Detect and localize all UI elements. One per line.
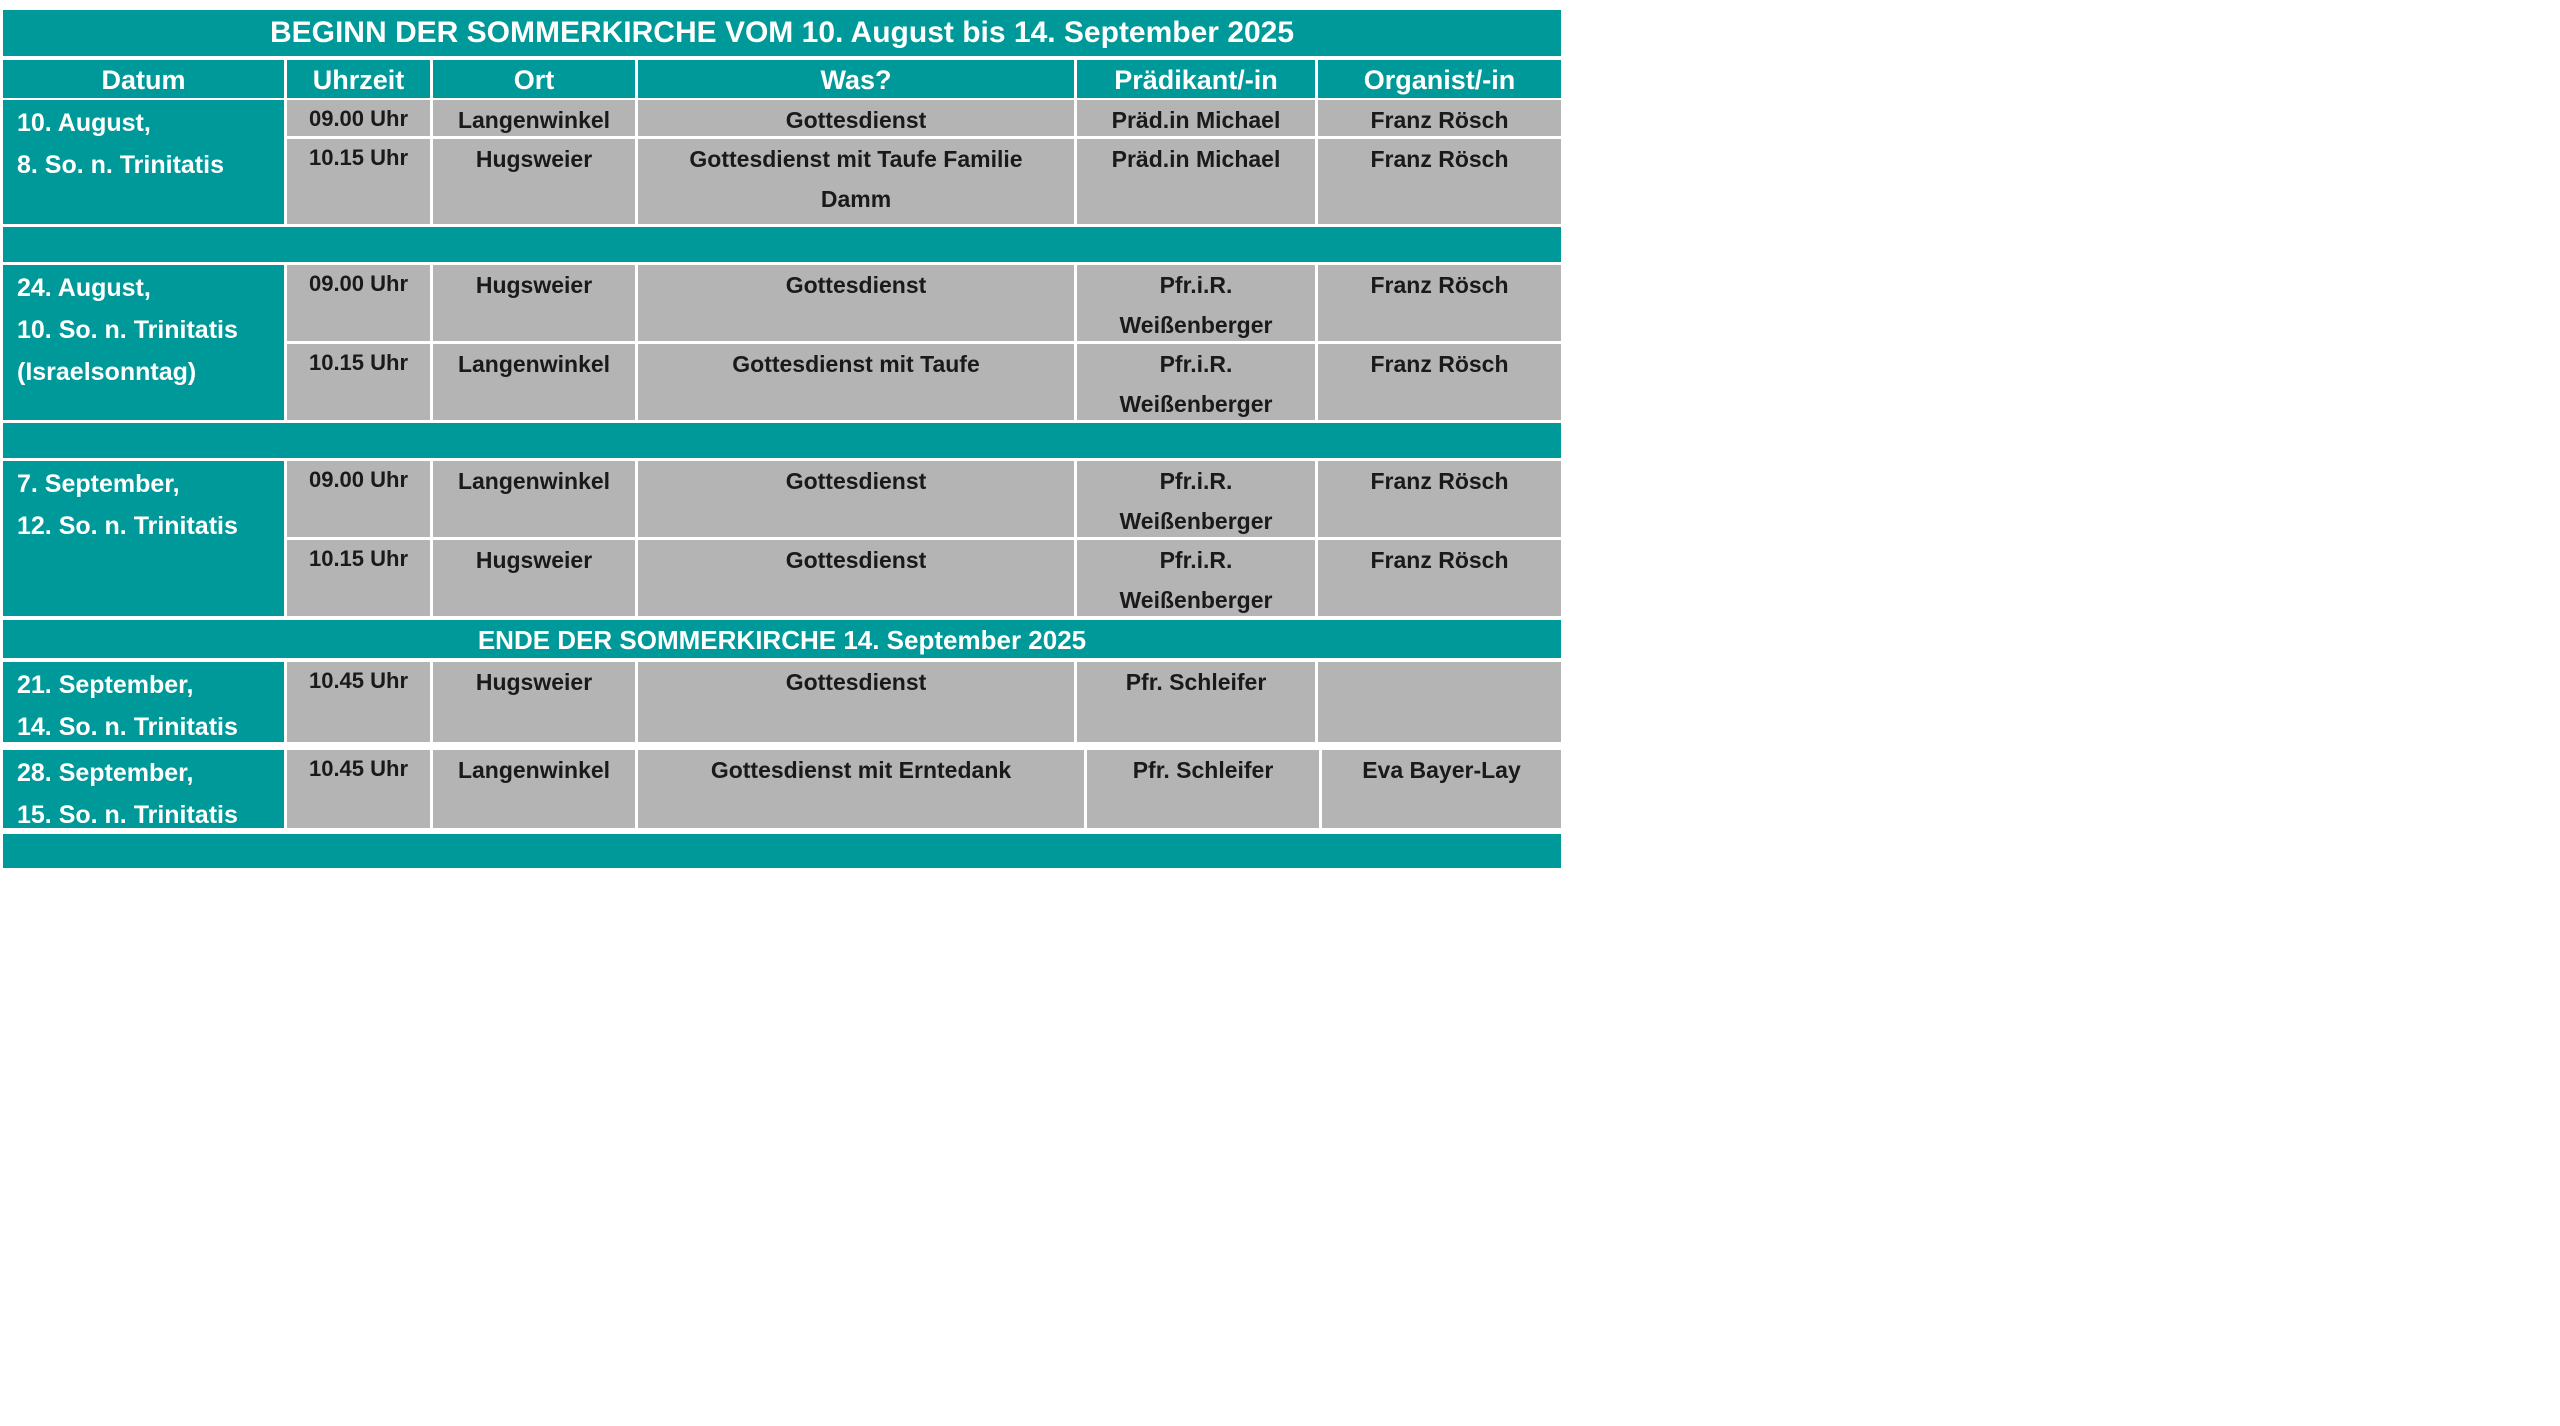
service-cell: Gottesdienst	[638, 265, 1074, 341]
time-cell: 10.45 Uhr	[287, 662, 430, 742]
service-cell: Gottesdienst	[638, 540, 1074, 616]
header-datum: Datum	[3, 60, 284, 98]
preacher-cell: Pfr.i.R. Weißenberger	[1077, 265, 1315, 341]
header-praedikant: Prädikant/-in	[1077, 60, 1315, 98]
place-cell: Langenwinkel	[433, 344, 635, 420]
header-ort: Ort	[433, 60, 635, 98]
time-cell: 09.00 Uhr	[287, 265, 430, 341]
note-label: (Israelsonntag)	[17, 358, 197, 386]
service-cell: Gottesdienst mit Taufe Familie Damm	[638, 139, 1074, 224]
schedule-title: BEGINN DER SOMMERKIRCHE VOM 10. August bis 14. September 2025	[3, 10, 1561, 56]
time-cell: 10.45 Uhr	[287, 750, 430, 828]
date-label: 28. September,	[17, 759, 194, 787]
sunday-label: 8. So. n. Trinitatis	[17, 151, 224, 179]
end-title: ENDE DER SOMMERKIRCHE 14. September 2025	[3, 620, 1561, 658]
date-label: 10. August,	[17, 109, 151, 137]
header-uhrzeit: Uhrzeit	[287, 60, 430, 98]
organist-cell: Franz Rösch	[1318, 540, 1561, 616]
place-cell: Langenwinkel	[433, 750, 635, 828]
separator-band	[3, 227, 1561, 262]
date-cell	[3, 100, 284, 224]
service-cell: Gottesdienst	[638, 662, 1074, 742]
preacher-cell: Pfr.i.R. Weißenberger	[1077, 344, 1315, 420]
preacher-cell: Präd.in Michael	[1077, 139, 1315, 224]
service-cell: Gottesdienst	[638, 100, 1074, 136]
place-cell: Langenwinkel	[433, 461, 635, 537]
preacher-cell: Pfr.i.R. Weißenberger	[1077, 540, 1315, 616]
organist-cell: Franz Rösch	[1318, 344, 1561, 420]
organist-cell: Franz Rösch	[1318, 100, 1561, 136]
preacher-cell: Pfr. Schleifer	[1087, 750, 1319, 828]
sunday-label: 14. So. n. Trinitatis	[17, 713, 238, 741]
header-organist: Organist/-in	[1318, 60, 1561, 98]
time-cell: 09.00 Uhr	[287, 100, 430, 136]
place-cell: Langenwinkel	[433, 100, 635, 136]
time-cell: 10.15 Uhr	[287, 344, 430, 420]
footer-band	[3, 834, 1561, 868]
place-cell: Hugsweier	[433, 139, 635, 224]
organist-cell	[1318, 662, 1561, 742]
date-cell	[3, 662, 284, 742]
organist-cell: Eva Bayer-Lay	[1322, 750, 1561, 828]
sunday-label: 10. So. n. Trinitatis	[17, 316, 238, 344]
time-cell: 09.00 Uhr	[287, 461, 430, 537]
preacher-cell: Pfr. Schleifer	[1077, 662, 1315, 742]
service-cell: Gottesdienst mit Taufe	[638, 344, 1074, 420]
place-cell: Hugsweier	[433, 540, 635, 616]
date-cell	[3, 265, 284, 420]
place-cell: Hugsweier	[433, 265, 635, 341]
place-cell: Hugsweier	[433, 662, 635, 742]
date-cell	[3, 461, 284, 616]
service-cell: Gottesdienst	[638, 461, 1074, 537]
preacher-cell: Pfr.i.R. Weißenberger	[1077, 461, 1315, 537]
organist-cell: Franz Rösch	[1318, 461, 1561, 537]
service-cell: Gottesdienst mit Erntedank	[638, 750, 1084, 828]
sunday-label: 15. So. n. Trinitatis	[17, 801, 238, 829]
date-label: 7. September,	[17, 470, 180, 498]
date-cell	[3, 750, 284, 828]
organist-cell: Franz Rösch	[1318, 265, 1561, 341]
preacher-cell: Präd.in Michael	[1077, 100, 1315, 136]
time-cell: 10.15 Uhr	[287, 139, 430, 224]
date-label: 21. September,	[17, 671, 194, 699]
separator-band	[3, 423, 1561, 458]
time-cell: 10.15 Uhr	[287, 540, 430, 616]
header-was: Was?	[638, 60, 1074, 98]
organist-cell: Franz Rösch	[1318, 139, 1561, 224]
date-label: 24. August,	[17, 274, 151, 302]
sunday-label: 12. So. n. Trinitatis	[17, 512, 238, 540]
